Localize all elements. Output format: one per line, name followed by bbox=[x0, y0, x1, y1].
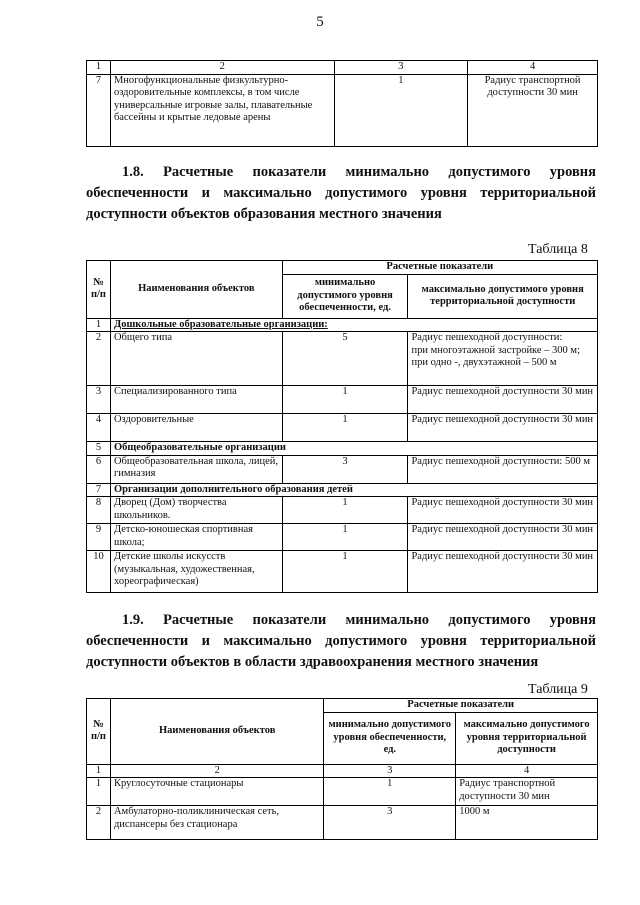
table-row bbox=[87, 497, 598, 524]
index-cell: 1 bbox=[87, 764, 111, 778]
row-number: 7 bbox=[87, 483, 111, 497]
max-value: Радиус пешеходной доступности 30 мин bbox=[408, 524, 598, 551]
table-row bbox=[87, 551, 598, 593]
row-number: 8 bbox=[87, 497, 111, 524]
object-name: Круглосуточные стационары bbox=[110, 778, 323, 806]
max-value: Радиус пешеходной доступности: при многоэтажной застройке – 300 м; при одно -, двухэтажной – 500 м bbox=[408, 332, 598, 386]
row-number: 10 bbox=[87, 551, 111, 593]
table-row bbox=[87, 74, 598, 146]
min-value: 5 bbox=[282, 332, 408, 386]
max-value: Радиус транспортной доступности 30 мин bbox=[468, 74, 598, 146]
section-row bbox=[87, 483, 598, 497]
min-value: 1 bbox=[282, 414, 408, 442]
object-name: Амбулаторно-поликлиническая сеть, диспансеры без стационара bbox=[110, 806, 323, 840]
row-number: 4 bbox=[87, 414, 111, 442]
min-value: 3 bbox=[324, 806, 456, 840]
table-8 bbox=[86, 260, 598, 593]
column-header-name: Наименования объектов bbox=[110, 261, 282, 319]
column-header-num: № п/п bbox=[87, 699, 111, 765]
table-9-label: Таблица 9 bbox=[528, 682, 588, 697]
min-value: 1 bbox=[282, 386, 408, 414]
continuation-table bbox=[86, 60, 598, 147]
max-value: Радиус пешеходной доступности 30 мин bbox=[408, 497, 598, 524]
row-number: 7 bbox=[87, 74, 111, 146]
min-value: 1 bbox=[324, 778, 456, 806]
table-row bbox=[87, 332, 598, 386]
row-number: 2 bbox=[87, 332, 111, 386]
column-header-max: максимально допустимого уровня территориальной доступности bbox=[408, 274, 598, 318]
index-cell: 4 bbox=[456, 764, 598, 778]
max-value: Радиус пешеходной доступности: 500 м bbox=[408, 455, 598, 483]
max-value: Радиус пешеходной доступности 30 мин bbox=[408, 386, 598, 414]
section-title: Общеобразовательные организации bbox=[110, 442, 597, 456]
object-name: Многофункциональные физкультурно-оздоровительные комплексы, в том числе универсальные игровые залы, плавательные бассейны и крытые ледовые арены bbox=[110, 74, 334, 146]
page-number: 5 bbox=[316, 14, 324, 30]
object-name: Общего типа bbox=[110, 332, 282, 386]
object-name: Общеобразовательная школа, лицей, гимназия bbox=[110, 455, 282, 483]
column-header-min: минимально допустимого уровня обеспеченности, ед. bbox=[282, 274, 408, 318]
table-row bbox=[87, 806, 598, 840]
table-row bbox=[87, 524, 598, 551]
section-1-8-title: 1.8. Расчетные показатели минимально допустимого уровня обеспеченности и максимально допустимого уровня территориальной доступности объектов образования местного значения bbox=[86, 164, 596, 222]
section-row bbox=[87, 318, 598, 332]
index-cell: 2 bbox=[110, 61, 334, 75]
max-value: Радиус пешеходной доступности 30 мин bbox=[408, 414, 598, 442]
index-cell: 1 bbox=[87, 61, 111, 75]
row-number: 1 bbox=[87, 778, 111, 806]
min-value: 3 bbox=[282, 455, 408, 483]
column-header-name: Наименования объектов bbox=[110, 699, 323, 765]
section-row bbox=[87, 442, 598, 456]
object-name: Оздоровительные bbox=[110, 414, 282, 442]
column-header-num: № п/п bbox=[87, 261, 111, 319]
column-header-min: минимально допустимого уровня обеспеченности, ед. bbox=[324, 712, 456, 764]
table-index-row bbox=[87, 764, 598, 778]
table-row bbox=[87, 414, 598, 442]
row-number: 1 bbox=[87, 318, 111, 332]
index-cell: 2 bbox=[110, 764, 323, 778]
row-number: 2 bbox=[87, 806, 111, 840]
object-name: Дворец (Дом) творчества школьников. bbox=[110, 497, 282, 524]
max-value: Радиус пешеходной доступности 30 мин bbox=[408, 551, 598, 593]
section-1-9-title: 1.9. Расчетные показатели минимально допустимого уровня обеспеченности и максимально допустимого уровня территориальной доступности объектов в области здравоохранения местного значения bbox=[86, 612, 596, 670]
table-row bbox=[87, 386, 598, 414]
table-row bbox=[87, 778, 598, 806]
section-title: Дошкольные образовательные организации: bbox=[110, 318, 597, 332]
object-name: Детские школы искусств (музыкальная, художественная, хореографическая) bbox=[110, 551, 282, 593]
column-header-group: Расчетные показатели bbox=[282, 261, 597, 275]
column-header-max: максимально допустимого уровня территориальной доступности bbox=[456, 712, 598, 764]
min-value: 1 bbox=[282, 524, 408, 551]
table-row bbox=[87, 455, 598, 483]
index-cell: 3 bbox=[334, 61, 468, 75]
index-cell: 4 bbox=[468, 61, 598, 75]
object-name: Специализированного типа bbox=[110, 386, 282, 414]
row-number: 5 bbox=[87, 442, 111, 456]
max-value: Радиус транспортной доступности 30 мин bbox=[456, 778, 598, 806]
index-cell: 3 bbox=[324, 764, 456, 778]
table-9 bbox=[86, 698, 598, 840]
max-value: 1000 м bbox=[456, 806, 598, 840]
column-header-group: Расчетные показатели bbox=[324, 699, 598, 713]
min-value: 1 bbox=[334, 74, 468, 146]
row-number: 9 bbox=[87, 524, 111, 551]
section-title: Организации дополнительного образования детей bbox=[110, 483, 597, 497]
min-value: 1 bbox=[282, 551, 408, 593]
object-name: Детско-юношеская спортивная школа; bbox=[110, 524, 282, 551]
row-number: 6 bbox=[87, 455, 111, 483]
table-index-row bbox=[87, 61, 598, 75]
table-8-label: Таблица 8 bbox=[528, 242, 588, 257]
min-value: 1 bbox=[282, 497, 408, 524]
row-number: 3 bbox=[87, 386, 111, 414]
